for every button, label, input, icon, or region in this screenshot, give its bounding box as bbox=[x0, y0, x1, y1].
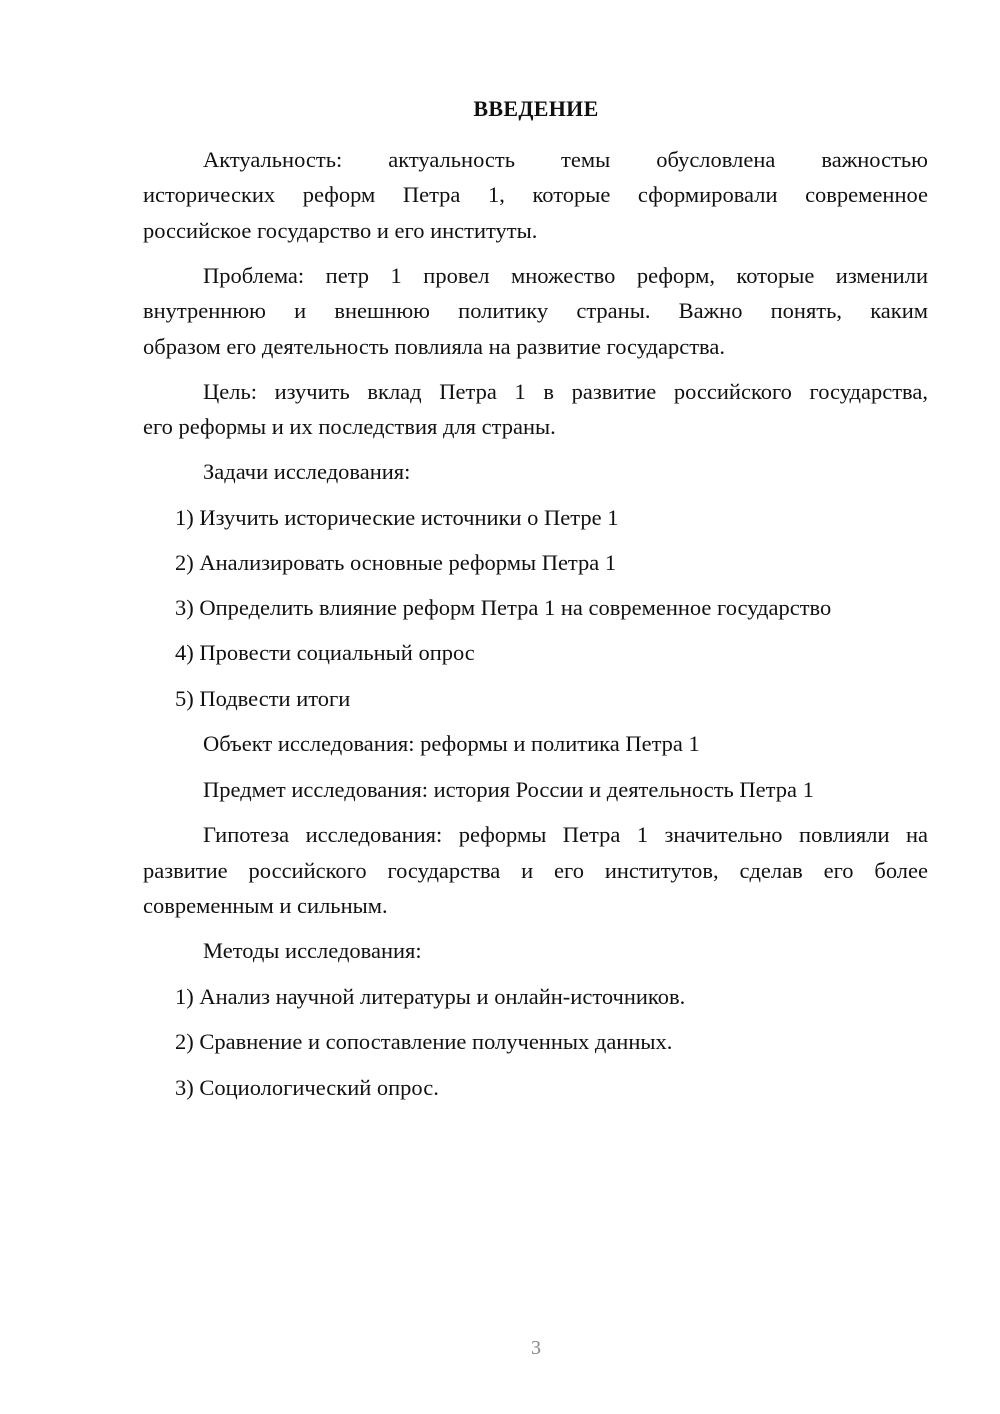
actuality-line-3: российское государство и его институты. bbox=[143, 218, 538, 243]
page-number: 3 bbox=[531, 1337, 541, 1359]
method-item: 1) Анализ научной литературы и онлайн-источников. bbox=[175, 984, 686, 1009]
tasks-heading: Задачи исследования: bbox=[203, 459, 411, 484]
method-item: 2) Сравнение и сопоставление полученных данных. bbox=[175, 1029, 673, 1054]
hypothesis-line-3: современным и сильным. bbox=[143, 893, 388, 918]
goal-line-1: Цель: изучить вклад Петра 1 в развитие российского государства, bbox=[203, 379, 928, 404]
problem-line-1: Проблема: петр 1 провел множество реформ, которые изменили bbox=[203, 263, 928, 288]
goal-line-2: его реформы и их последствия для страны. bbox=[143, 414, 556, 439]
problem-line-3: образом его деятельность повлияла на развитие государства. bbox=[143, 334, 726, 359]
task-item: 5) Подвести итоги bbox=[175, 686, 351, 711]
section-title: ВВЕДЕНИЕ bbox=[473, 96, 599, 121]
methods-heading: Методы исследования: bbox=[203, 938, 422, 963]
task-item: 2) Анализировать основные реформы Петра 1 bbox=[175, 550, 617, 575]
research-subject: Предмет исследования: история России и деятельность Петра 1 bbox=[203, 777, 814, 802]
actuality-line-2: исторических реформ Петра 1, которые сформировали современное bbox=[143, 182, 928, 207]
actuality-line-1: Актуальность: актуальность темы обусловлена важностью bbox=[203, 147, 928, 172]
task-item: 1) Изучить исторические источники о Петре 1 bbox=[175, 505, 619, 530]
task-item: 4) Провести социальный опрос bbox=[175, 640, 475, 665]
method-item: 3) Социологический опрос. bbox=[175, 1075, 439, 1100]
hypothesis-line-1: Гипотеза исследования: реформы Петра 1 значительно повлияли на bbox=[203, 822, 928, 847]
task-item: 3) Определить влияние реформ Петра 1 на современное государство bbox=[175, 595, 832, 620]
research-object: Объект исследования: реформы и политика Петра 1 bbox=[203, 731, 700, 756]
problem-line-2: внутреннюю и внешнюю политику страны. Важно понять, каким bbox=[143, 298, 928, 323]
hypothesis-line-2: развитие российского государства и его институтов, сделав его более bbox=[143, 858, 928, 883]
